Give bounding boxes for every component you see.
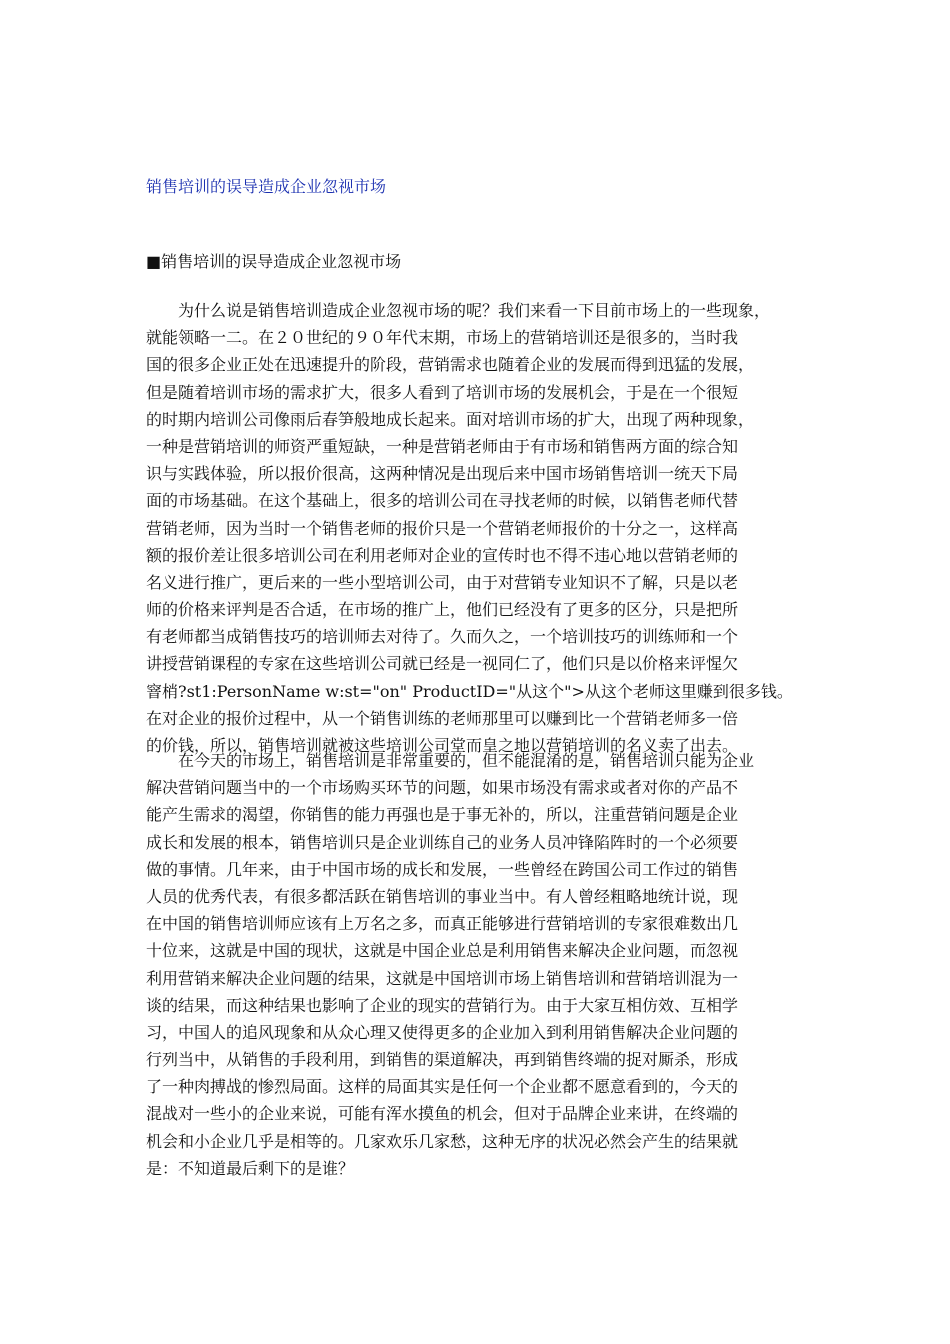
- text-line: 利用营销来解决企业问题的结果，这就是中国培训市场上销售培训和营销培训混为一: [146, 968, 739, 988]
- text-line: 能产生需求的渴望，你销售的能力再强也是于事无补的，所以，注重营销问题是企业: [146, 805, 739, 825]
- text-line: 做的事情。几年来，由于中国市场的成长和发展，一些曾经在跨国公司工作过的销售: [146, 859, 739, 879]
- paragraph-2: [146, 747, 806, 1182]
- text-line: 面的市场基础。在这个基础上，很多的培训公司在寻找老师的时候，以销售老师代替: [146, 491, 739, 511]
- text-line: 在中国的销售培训师应该有上万名之多，而真正能够进行营销培训的专家很难数出几: [146, 914, 739, 934]
- text-line: 是：不知道最后剩下的是谁？: [146, 1158, 355, 1178]
- text-line: 为什么说是销售培训造成企业忽视市场的呢？我们来看一下目前市场上的一些现象，: [146, 301, 771, 320]
- text-line: 讲授营销课程的专家在这些培训公司就已经是一视同仁了，他们只是以价格来评惺欠: [146, 654, 739, 674]
- text-line: 的时期内培训公司像雨后春笋般地成长起来。面对培训市场的扩大，出现了两种现象，: [146, 409, 755, 429]
- text-line: 成长和发展的根本，销售培训只是企业训练自己的业务人员冲锋陷阵时的一个必须要: [146, 832, 739, 852]
- text-line: 名义进行推广，更后来的一些小型培训公司，由于对营销专业知识不了解，只是以老: [146, 572, 739, 592]
- text-line: 解决营销问题当中的一个市场购买环节的问题，如果市场没有需求或者对你的产品不: [146, 778, 739, 798]
- text-line: 人员的优秀代表，有很多都活跃在销售培训的事业当中。有人曾经粗略地统计说，现: [146, 886, 739, 906]
- text-line: 但是随着培训市场的需求扩大，很多人看到了培训市场的发展机会，于是在一个很短: [146, 382, 739, 402]
- text-line: 行列当中，从销售的手段利用，到销售的渠道解决，再到销售终端的捉对厮杀，形成: [146, 1050, 739, 1070]
- text-line: 混战对一些小的企业来说，可能有浑水摸鱼的机会，但对于品牌企业来讲，在终端的: [146, 1104, 739, 1124]
- document-title: 销售培训的误导造成企业忽视市场: [146, 177, 387, 196]
- text-line: 机会和小企业几乎是相等的。几家欢乐几家愁，这种无序的状况必然会产生的结果就: [146, 1131, 739, 1151]
- text-line: 的价钱，所以，销售培训就被这些培训公司堂而皇之地以营销培训的名义卖了出去。: [146, 736, 739, 755]
- paragraph-1: [146, 297, 806, 759]
- text-line: 十位来，这就是中国的现状，这就是中国企业总是利用销售来解决企业问题，而忽视: [146, 941, 739, 961]
- text-line: 营销老师，因为当时一个销售老师的报价只是一个营销老师报价的十分之一，这样高: [146, 518, 739, 538]
- text-line: 了一种肉搏战的惨烈局面。这样的局面其实是任何一个企业都不愿意看到的，今天的: [146, 1077, 739, 1097]
- text-line: 识与实践体验，所以报价很高，这两种情况是出现后来中国市场销售培训一统天下局: [146, 464, 739, 484]
- text-line: 在对企业的报价过程中，从一个销售训练的老师那里可以赚到比一个营销老师多一倍: [146, 708, 739, 728]
- text-line: 在今天的市场上，销售培训是非常重要的，但不能混淆的是，销售培训只能为企业: [146, 751, 755, 770]
- text-line: 谈的结果，而这种结果也影响了企业的现实的营销行为。由于大家互相仿效、互相学: [146, 995, 739, 1015]
- section-heading: ■销售培训的误导造成企业忽视市场: [146, 252, 402, 271]
- text-line: 有老师都当成销售技巧的培训师去对待了。久而久之，一个培训技巧的训练师和一个: [146, 627, 739, 647]
- text-line: 窨梢?st1:PersonName w:st="on" ProductID="从这个">从这个老师这里赚到很多钱。: [146, 681, 793, 701]
- text-line: 一种是营销培训的师资严重短缺，一种是营销老师由于有市场和销售两方面的综合知: [146, 436, 739, 456]
- text-line: 国的很多企业正处在迅速提升的阶段，营销需求也随着企业的发展而得到迅猛的发展，: [146, 355, 755, 375]
- text-line: 习，中国人的追风现象和从众心理又使得更多的企业加入到利用销售解决企业问题的: [146, 1022, 739, 1042]
- text-line: 额的报价差让很多培训公司在利用老师对企业的宣传时也不得不违心地以营销老师的: [146, 545, 739, 565]
- text-line: 师的价格来评判是否合适，在市场的推广上，他们已经没有了更多的区分，只是把所: [146, 600, 739, 620]
- text-line: 就能领略一二。在２０世纪的９０年代末期，市场上的营销培训还是很多的，当时我: [146, 328, 739, 348]
